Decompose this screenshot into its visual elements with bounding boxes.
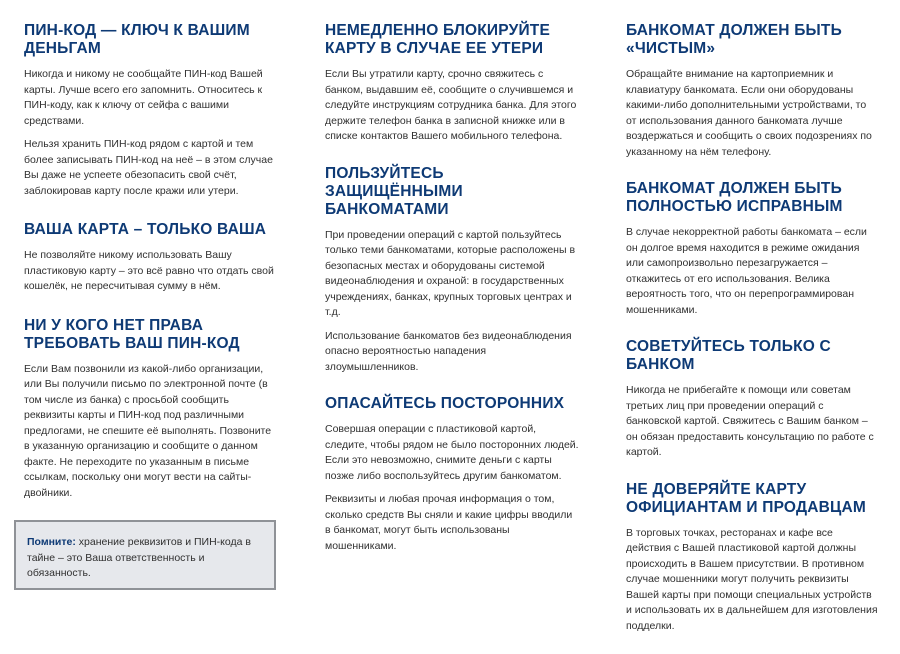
paragraph: В случае некорректной работы банкомата – если он долгое время находится в режиме ожидания или самопроизвольно перезагружается – откажитесь от его использования. Велика вероятность того, что он перепрограммирован мошенниками. bbox=[626, 226, 867, 316]
section-title: НИ У КОГО НЕТ ПРАВА ТРЕБОВАТЬ ВАШ ПИН-КОД bbox=[24, 316, 240, 352]
section-clean-atm bbox=[626, 22, 878, 160]
paragraph: Использование банкоматов без видеонаблюдения опасно вероятностью нападения злоумышленников. bbox=[325, 329, 572, 373]
paragraph: Никогда и никому не сообщайте ПИН-код Вашей карты. Лучше всего его запомнить. Относитесь к ПИН-коду, как к ключу от сейфа с вашими средствами. bbox=[24, 68, 263, 127]
section-waiters bbox=[626, 481, 878, 635]
section-no-right bbox=[24, 317, 276, 502]
section-title: НЕМЕДЛЕННО БЛОКИРУЙТЕ КАРТУ В СЛУЧАЕ ЕЕ УТЕРИ bbox=[325, 22, 550, 57]
paragraph: В торговых точках, ресторанах и кафе все действия с Вашей пластиковой картой должны происходить в Вашем присутствии. В противном случае мошенники могут получить реквизиты Вашей карты при помощи специальных устройств и использовать их в дальнейшем для изготовления подделки. bbox=[626, 526, 878, 632]
column-middle bbox=[325, 22, 579, 574]
paragraph: Обращайте внимание на картоприемник и клавиатуру банкомата. Если они оборудованы какими-либо дополнительными устройствами, то от использования данного банкомата лучше воздержаться и сообщить о своих подозрениях по указанному на нём телефону. bbox=[626, 68, 872, 158]
paragraph: Нельзя хранить ПИН-код рядом с картой и тем более записывать ПИН-код на неё – в этом случае Вы даже не успеете обезопасить свой счёт, заблокировав карту после кражи или утери. bbox=[24, 138, 273, 197]
section-title: ОПАСАЙТЕСЬ ПОСТОРОННИХ bbox=[325, 395, 565, 412]
section-pin-key bbox=[24, 22, 276, 199]
section-title: БАНКОМАТ ДОЛЖЕН БЫТЬ ПОЛНОСТЬЮ ИСПРАВНЫМ bbox=[626, 180, 843, 215]
paragraph: Не позволяйте никому использовать Вашу пластиковую карту – это всё равно что отдать свой кошелёк, не пересчитывая сумму в нём. bbox=[24, 249, 274, 292]
paragraph: Если Вам позвонили из какой-либо организации, или Вы получили письмо по электронной почте (в том числе из банка) с просьбой сообщить реквизиты карты и ПИН-код под различными предлогами, не спешите её выполнять. Позвоните в указанную организацию и сообщите о данном факте. Не переходите по указанным в письме ссылкам, поскольку они могут вести на сайты-двойники. bbox=[24, 362, 272, 499]
reminder-text: хранение реквизитов и ПИН-кода в тайне – это Ваша ответственность и обязанность. bbox=[27, 536, 251, 579]
column-right bbox=[626, 22, 878, 654]
section-block-card bbox=[325, 22, 579, 145]
paragraph: Реквизиты и любая прочая информация о том, сколько средств Вы сняли и какие цифры вводили в банкомат, могут быть использованы мошенниками. bbox=[325, 493, 573, 552]
section-working-atm bbox=[626, 180, 878, 318]
paragraph: При проведении операций с картой пользуйтесь только теми банкоматами, которые расположены в безопасных местах и оборудованы системой видеонаблюдения и охраной: в государственных учреждениях, банках, крупных торговых центрах и т.д. bbox=[325, 228, 576, 318]
column-left bbox=[24, 22, 276, 523]
section-strangers bbox=[325, 395, 579, 554]
section-title: ПИН-КОД — КЛЮЧ К ВАШИМ ДЕНЬГАМ bbox=[24, 22, 250, 57]
section-bank-advice bbox=[626, 338, 878, 461]
section-title: ПОЛЬЗУЙТЕСЬ ЗАЩИЩЁННЫМИ БАНКОМАТАМИ bbox=[325, 164, 463, 218]
reminder-label: Помните: bbox=[27, 536, 76, 548]
paragraph: Никогда не прибегайте к помощи или советам третьих лиц при проведении операций с банковской картой. Свяжитесь с Вашим банком – он обязан предоставить консультацию по работе с картой. bbox=[626, 384, 874, 458]
section-your-card bbox=[24, 221, 276, 295]
section-title: НЕ ДОВЕРЯЙТЕ КАРТУ ОФИЦИАНТАМ И ПРОДАВЦАМ bbox=[626, 480, 867, 516]
reminder-box bbox=[14, 520, 276, 590]
section-title: БАНКОМАТ ДОЛЖЕН БЫТЬ «ЧИСТЫМ» bbox=[626, 22, 842, 57]
section-secure-atm bbox=[325, 165, 579, 376]
paragraph: Совершая операции с пластиковой картой, следите, чтобы рядом не было посторонних людей. Если это невозможно, снимите деньги с карты позже либо воспользуйтесь другим банкоматом. bbox=[325, 423, 579, 482]
section-title: ВАША КАРТА – ТОЛЬКО ВАША bbox=[24, 221, 267, 238]
paragraph: Если Вы утратили карту, срочно свяжитесь с банком, выдавшим её, сообщите о случившемся и следуйте инструкциям сотрудника банка. Для этого держите телефон банка в записной книжке или в списке контактов Вашего мобильного телефона. bbox=[325, 68, 577, 142]
section-title: СОВЕТУЙТЕСЬ ТОЛЬКО С БАНКОМ bbox=[626, 338, 831, 373]
